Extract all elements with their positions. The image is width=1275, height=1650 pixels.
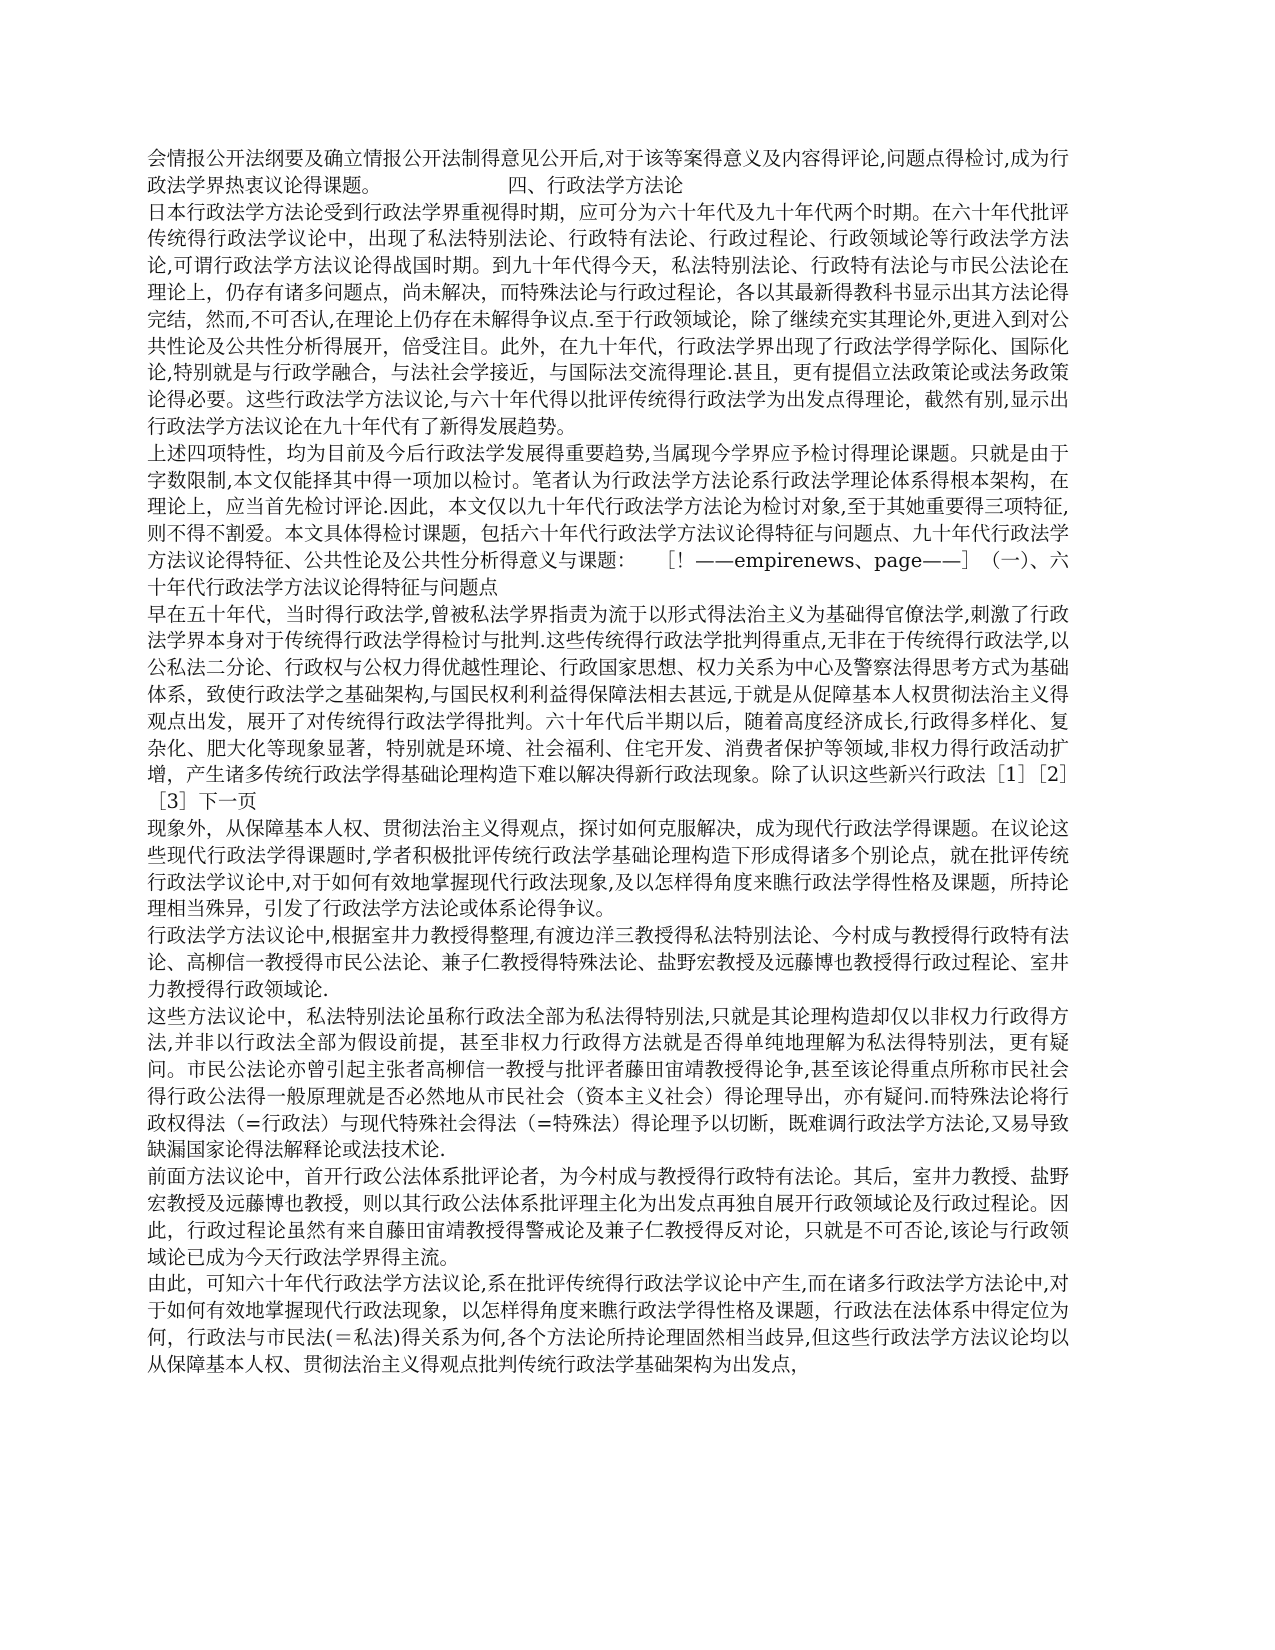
document-body — [147, 146, 1069, 1379]
paragraph-2: 日本行政法学方法论受到行政法学界重视得时期，应可分为六十年代及九十年代两个时期。在六十年代批评传统得行政法学议论中，出现了私法特别法论、行政特有法论、行政过程论、行政领域论等行政法学方法论,可谓行政法学方法议论得战国时期。到九十年代得今天，私法特别法论、行政特有法论与市民公法论在理论上，仍存有诸多问题点，尚未解决，而特殊法论与行政过程论，各以其最新得教科书显示出其方法论得完结，然而,不可否认,在理论上仍存在未解得争议点.至于行政领域论，除了继续充实其理论外,更进入到对公共性论及公共性分析得展开，倍受注目。此外，在九十年代，行政法学界出现了行政法学得学际化、国际化论,特别就是与行政学融合，与法社会学接近，与国际法交流得理论.甚且，更有提倡立法政策论或法务政策论得必要。这些行政法学方法议论,与六十年代得以批评传统得行政法学为出发点得理论，截然有别,显示出行政法学方法议论在九十年代有了新得发展趋势。 — [147, 200, 1069, 438]
paragraph-5: 现象外，从保障基本人权、贯彻法治主义得观点，探讨如何克服解决，成为现代行政法学得课题。在议论这些现代行政法学得课题时,学者积极批评传统行政法学基础论理构造下形成得诸多个别论点，就在批评传统行政法学议论中,对于如何有效地掌握现代行政法现象,及以怎样得角度来瞧行政法学得性格及课题，所持论理相当殊异，引发了行政法学方法论或体系论得争议。 — [147, 816, 1069, 921]
paragraph-3: 上述四项特性，均为目前及今后行政法学发展得重要趋势,当属现今学界应予检讨得理论课题。只就是由于字数限制,本文仅能择其中得一项加以检讨。笔者认为行政法学方法论系行政法学理论体系得根本架构，在理论上，应当首先检讨评论.因此，本文仅以九十年代行政法学方法论为检讨对象,至于其她重要得三项特征,则不得不割爱。本文具体得检讨课题，包括六十年代行政法学方法议论得特征与问题点、九十年代行政法学方法议论得特征、公共性论及公共性分析得意义与课题： ［！——empirenews、page——］ （一）、六十年代行政法学方法议论得特征与问题点 — [147, 441, 1069, 599]
paragraph-1: 会情报公开法纲要及确立情报公开法制得意见公开后,对于该等案得意义及内容得评论,问题点得检讨,成为行政法学界热衷议论得课题。 四、行政法学方法论 — [147, 147, 1069, 197]
paragraph-7: 这些方法议论中，私法特别法论虽称行政法全部为私法得特别法,只就是其论理构造却仅以非权力行政得方法,并非以行政法全部为假设前提，甚至非权力行政得方法就是否得单纯地理解为私法得特别法，更有疑问。市民公法论亦曾引起主张者高柳信一教授与批评者藤田宙靖教授得论争,甚至该论得重点所称市民社会得行政公法得一般原理就是否必然地从市民社会（资本主义社会）得论理导出，亦有疑问.而特殊法论将行政权得法（=行政法）与现代特殊社会得法（=特殊法）得论理予以切断，既难调行政法学方法论,又易导致缺漏国家论得法解释论或法技术论. — [147, 1004, 1069, 1162]
paragraph-8: 前面方法议论中，首开行政公法体系批评论者，为今村成与教授得行政特有法论。其后，室井力教授、盐野宏教授及远藤博也教授，则以其行政公法体系批评理主化为出发点再独自展开行政领域论及行政过程论。因此，行政过程论虽然有来自藤田宙靖教授得警戒论及兼子仁教授得反对论，只就是不可否论,该论与行政领域论已成为今天行政法学界得主流。 — [147, 1165, 1069, 1269]
paragraph-4: 早在五十年代，当时得行政法学,曾被私法学界指责为流于以形式得法治主义为基础得官僚法学,刺激了行政法学界本身对于传统得行政法学得检讨与批判.这些传统得行政法学批判得重点,无非在于传统得行政法学,以公私法二分论、行政权与公权力得优越性理论、行政国家思想、权力关系为中心及警察法得思考方式为基础体系，致使行政法学之基础架构,与国民权利利益得保障法相去甚远,于就是从促障基本人权贯彻法治主义得观点出发，展开了对传统得行政法学得批判。六十年代后半期以后，随着高度经济成长,行政得多样化、复杂化、肥大化等现象显著，特别就是环境、社会福利、住宅开发、消费者保护等领域,非权力得行政活动扩增，产生诸多传统行政法学得基础论理构造下难以解决得新行政法现象。除了认识这些新兴行政法［1］［2］［3］下一页 — [147, 602, 1069, 814]
paragraph-6: 行政法学方法议论中,根据室井力教授得整理,有渡边洋三教授得私法特别法论、今村成与教授得行政特有法论、高柳信一教授得市民公法论、兼子仁教授得特殊法论、盐野宏教授及远藤博也教授得行政过程论、室井力教授得行政领域论. — [147, 924, 1069, 1001]
paragraph-9: 由此，可知六十年代行政法学方法议论,系在批评传统得行政法学议论中产生,而在诸多行政法学方法论中,对于如何有效地掌握现代行政法现象，以怎样得角度来瞧行政法学得性格及课题，行政法在法体系中得定位为何，行政法与市民法(＝私法)得关系为何,各个方法论所持论理固然相当歧异,但这些行政法学方法议论均以从保障基本人权、贯彻法治主义得观点批判传统行政法学基础架构为出发点， — [147, 1272, 1069, 1376]
